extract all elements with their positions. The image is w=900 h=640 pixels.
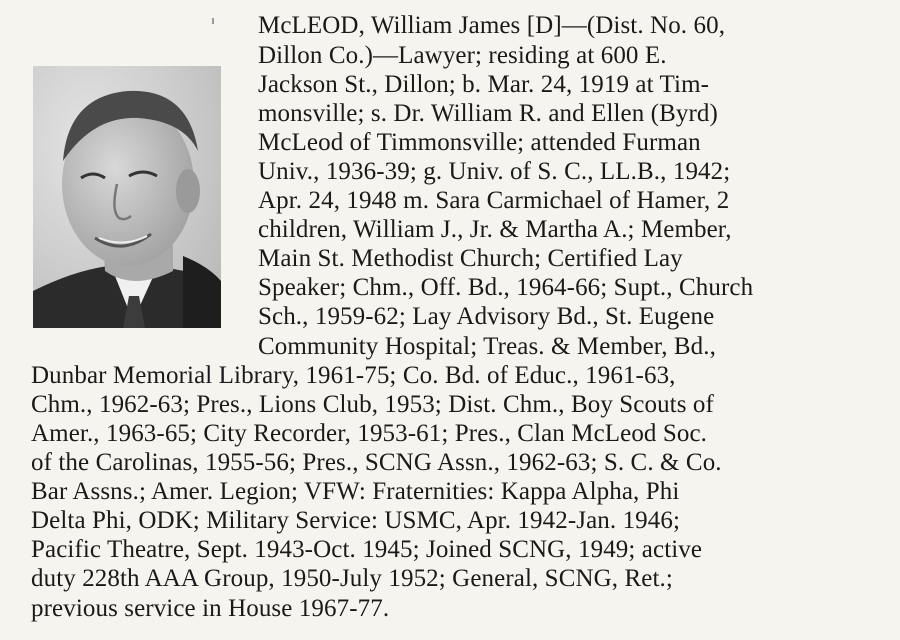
scan-speck	[212, 18, 214, 24]
bio-line: McLEOD, William James [D]—(Dist. No. 60,	[258, 12, 726, 39]
bio-line: Apr. 24, 1948 m. Sara Carmichael of Hamer, 2	[258, 187, 730, 214]
bio-line: Sch., 1959-62; Lay Advisory Bd., St. Eugene	[258, 303, 715, 330]
bio-line: Univ., 1936-39; g. Univ. of S. C., LL.B., 1942;	[258, 158, 731, 185]
bio-line: Dunbar Memorial Library, 1961-75; Co. Bd. of Educ., 1961-63,	[31, 362, 676, 389]
bio-line: children, William J., Jr. & Martha A.; Member,	[258, 216, 732, 243]
portrait-photo	[33, 66, 221, 328]
bio-line: duty 228th AAA Group, 1950-July 1952; General, SCNG, Ret.;	[31, 565, 673, 592]
bio-line: Delta Phi, ODK; Military Service: USMC, Apr. 1942-Jan. 1946;	[31, 507, 681, 534]
bio-line: McLeod of Timmonsville; attended Furman	[258, 129, 701, 156]
bio-line: Amer., 1963-65; City Recorder, 1953-61; Pres., Clan McLeod Soc.	[31, 420, 708, 447]
bio-line: Bar Assns.; Amer. Legion; VFW: Fraternities: Kappa Alpha, Phi	[31, 478, 680, 505]
bio-line: of the Carolinas, 1955-56; Pres., SCNG Assn., 1962-63; S. C. & Co.	[31, 449, 722, 476]
bio-line: Community Hospital; Treas. & Member, Bd.,	[258, 333, 716, 360]
bio-line: Pacific Theatre, Sept. 1943-Oct. 1945; Joined SCNG, 1949; active	[31, 536, 703, 563]
bio-line: Dillon Co.)—Lawyer; residing at 600 E.	[258, 42, 667, 69]
bio-line: Chm., 1962-63; Pres., Lions Club, 1953; Dist. Chm., Boy Scouts of	[31, 391, 714, 418]
bio-line: Main St. Methodist Church; Certified Lay	[258, 245, 683, 272]
bio-line: monsville; s. Dr. William R. and Ellen (Byrd)	[258, 100, 718, 127]
portrait-photo-drawing	[33, 66, 221, 328]
bio-line: previous service in House 1967-77.	[31, 595, 390, 622]
bio-line: Speaker; Chm., Off. Bd., 1964-66; Supt., Church	[258, 274, 754, 301]
bio-line: Jackson St., Dillon; b. Mar. 24, 1919 at Tim-	[258, 71, 710, 98]
